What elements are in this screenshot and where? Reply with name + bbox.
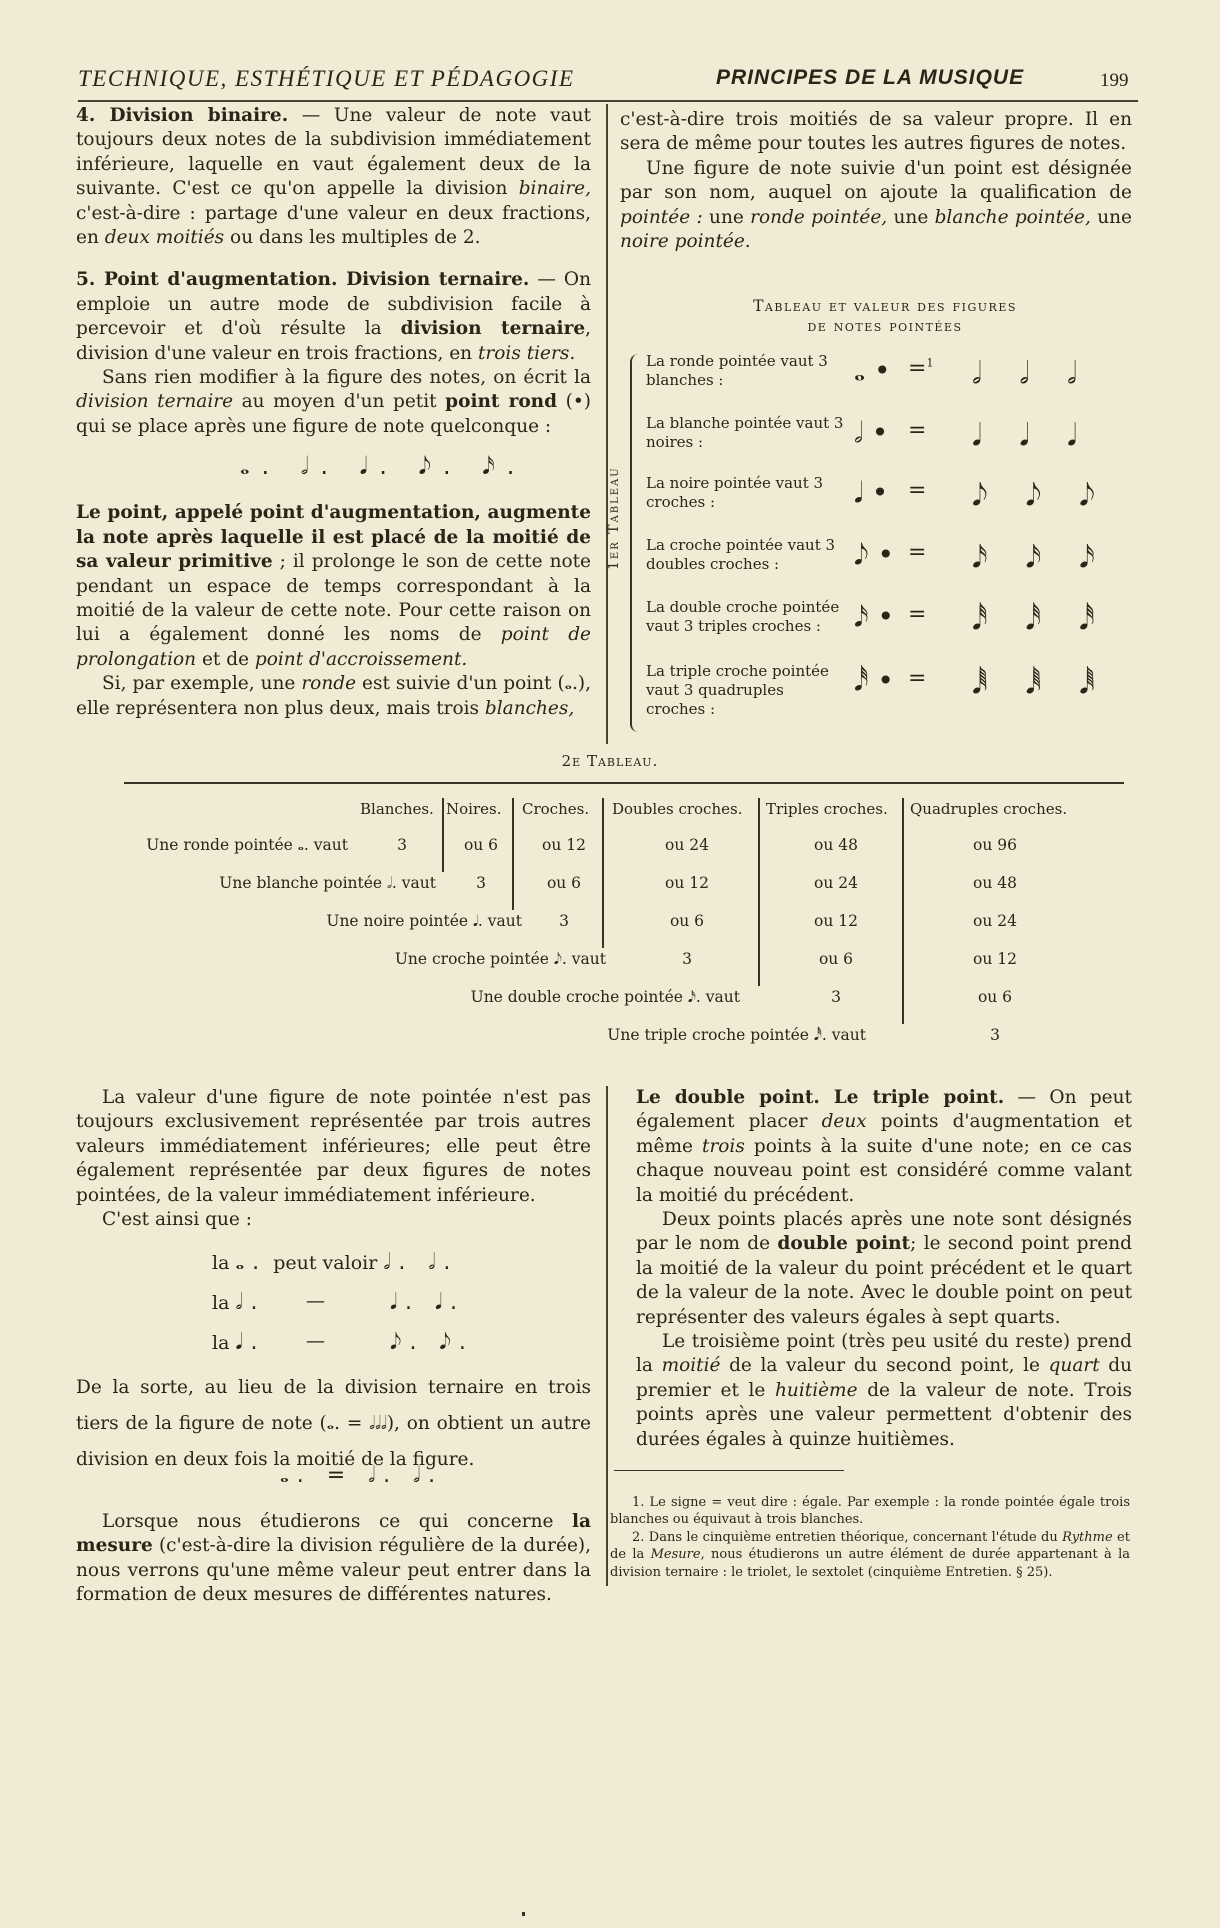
emphasis: double point <box>777 1233 911 1255</box>
example-row-3 <box>212 1330 265 1355</box>
text: Une figure de note suivie d'un point est désignée par son nom, auquel on ajoute la qualification de <box>620 157 1132 204</box>
table2-row-label: Une croche pointée 𝅘𝅥𝅮. vaut <box>394 950 606 968</box>
text: Le troisième point (très peu usité du reste) prend la <box>636 1331 1132 1377</box>
table1-title-line: de notes pointées <box>807 317 963 335</box>
dotted-notes-example: 𝅝. 𝅗𝅥. 𝅘𝅥. 𝅘𝅥𝅮. 𝅘𝅥𝅯. <box>240 452 527 480</box>
running-header-right: PRINCIPES DE LA MUSIQUE <box>716 66 1025 89</box>
example-row-2 <box>212 1290 265 1315</box>
emphasis: huitième <box>775 1379 858 1401</box>
formula-notes: 𝅝. = 𝅗𝅥. 𝅗𝅥. <box>280 1463 444 1488</box>
emphasis: division ternaire <box>400 318 586 340</box>
section-4-title: 4. Division binaire. <box>76 105 289 126</box>
table2-column-separator <box>512 798 514 910</box>
table1-brace <box>630 354 640 732</box>
footnotes <box>610 1494 1130 1581</box>
lower-left-column <box>76 1086 591 1232</box>
equals-sign: = <box>908 478 927 503</box>
text: ; le second point prend la moitié de la valeur du point précédent et le quart de la valeur de la note. Avec le double point on peut représenter des valeurs égales à sept quarts. <box>636 1233 1132 1328</box>
text: la <box>212 1332 230 1354</box>
header-rule <box>78 100 1138 102</box>
note-group-icon: 𝅘𝅥𝅯𝅘𝅥𝅯𝅘𝅥𝅯 <box>972 540 1133 575</box>
text: une <box>702 206 751 228</box>
text: 2. Dans le cinquième entretien théorique, concernant l'étude du <box>632 1529 1063 1545</box>
table2-column-separator <box>602 798 604 948</box>
note-group-icon: 𝅘𝅥𝅰𝅘𝅥𝅰𝅘𝅥𝅰 <box>972 602 1133 637</box>
section-5-paragraph <box>76 268 591 366</box>
half-notes-dotted-icon: 𝅗𝅥. 𝅗𝅥. <box>383 1250 459 1275</box>
dotted-note-icon: 𝅝 • <box>854 354 891 387</box>
text: de la valeur du second point, le <box>720 1355 1049 1377</box>
table1-row <box>646 352 1136 408</box>
dotted-note-icon: 𝅘𝅥𝅮 • <box>854 538 894 571</box>
emphasis: trois <box>702 1135 745 1157</box>
section-title: Le double point. Le triple point. <box>636 1087 1005 1108</box>
table2-row-label: Une double croche pointée 𝅘𝅥𝅯. vaut <box>470 988 740 1006</box>
text: une <box>887 206 935 228</box>
table2-cell: 3 <box>990 1026 1000 1044</box>
quarter-notes-dotted-icon: 𝅘𝅥. 𝅘𝅥. <box>390 1290 465 1315</box>
dotted-note-icon: 𝅗𝅥 • <box>854 416 889 449</box>
emphasis: point d'accroissement. <box>254 648 468 670</box>
quarter-note-dotted-icon: 𝅘𝅥. <box>235 1330 266 1355</box>
table2-cell: ou 6 <box>977 988 1013 1006</box>
dotted-note-icon: 𝅘𝅥𝅰 • <box>854 664 894 697</box>
paragraph-cest-ainsi: C'est ainsi que : <box>102 1209 252 1231</box>
table2-cell: ou 24 <box>665 836 709 854</box>
text: (c'est-à-dire la division régulière de la durée), nous verrons qu'une même valeur peut entrer dans la formation de deux mesures de différentes natures. <box>76 1535 591 1606</box>
text: c'est-à-dire : partage d'une valeur en deux fractions, en <box>76 202 591 249</box>
table2-column-header: Blanches. <box>360 800 434 818</box>
paragraph-valeur: La valeur d'une figure de note pointée n'est pas toujours exclusivement représentée par trois autres valeurs immédiatement inférieures; elle peut être également représentée par deux figures de notes pointées, de la valeur immédiatement inférieure. <box>76 1087 591 1206</box>
table2-rule <box>124 782 1124 784</box>
text: ; il prolonge le son de cette note pendant un espace de temps correspondant à la moitié de la valeur de cette note. Pour cette raison on lui a également donné les noms de <box>76 551 592 646</box>
table2-cell: ou 24 <box>973 912 1017 930</box>
paragraph-point <box>76 501 591 672</box>
text: peut valoir <box>273 1252 378 1274</box>
section-4-paragraph <box>76 104 591 250</box>
equals-sign: =$^1$ <box>908 356 934 381</box>
emphasis: Rythme <box>1062 1529 1113 1545</box>
emphasis: division ternaire <box>76 391 234 413</box>
table2-column-header: Doubles croches. <box>612 800 743 818</box>
table2-column-header: Noires. <box>446 800 502 818</box>
footnote-ref: 1 <box>926 356 934 370</box>
text: — Une valeur de note vaut toujours deux notes de la subdivision immédiatement inférieure, laquelle en vaut également deux de la suivante. C'est ce qu'on appelle la division <box>76 105 591 200</box>
emphasis: blanche pointée, <box>934 206 1091 228</box>
example-dash: — <box>306 1330 325 1352</box>
lower-left-para-4 <box>76 1510 591 1608</box>
text: — On peut également placer <box>636 1087 1132 1133</box>
paragraph-sans-rien <box>76 366 591 439</box>
text: Deux points placés après une note sont désignés par le nom de <box>636 1209 1132 1255</box>
running-header-left: TECHNIQUE, ESTHÉTIQUE ET PÉDAGOGIE <box>78 66 575 91</box>
table2-column-separator <box>442 798 444 872</box>
formula <box>280 1460 443 1488</box>
note-group-icon: 𝅘𝅥𝅘𝅥𝅘𝅥 <box>972 418 1115 453</box>
emphasis: ronde pointée, <box>750 206 888 228</box>
example-row-3-result <box>390 1330 474 1355</box>
example-row-1 <box>212 1250 458 1275</box>
table2-row-label: Une noire pointée 𝅘𝅥. vaut <box>326 912 522 930</box>
table2-column-header: Croches. <box>522 800 590 818</box>
equals-sign: = <box>908 418 927 443</box>
table1-row <box>646 474 1136 530</box>
column-divider-lower <box>606 1086 608 1586</box>
note-group-icon: 𝅘𝅥𝅱𝅘𝅥𝅱𝅘𝅥𝅱 <box>972 666 1133 701</box>
text: , division d'une valeur en trois fractions, en <box>76 318 591 364</box>
table2-row-label: Une ronde pointée 𝅝. vaut <box>146 836 348 854</box>
text: du premier et le <box>636 1355 1133 1401</box>
paragraph-deux-points <box>636 1208 1132 1330</box>
emphasis: quart <box>1048 1355 1100 1377</box>
table1-row <box>646 414 1136 470</box>
table1-row-label: La double croche pointée vaut 3 triples croches : <box>646 598 840 635</box>
table1-row-label: La noire pointée vaut 3 croches : <box>646 474 824 511</box>
table1-row-label: La ronde pointée vaut 3 blanches : <box>646 352 828 389</box>
table2-cell: ou 6 <box>818 950 854 968</box>
emphasis: point rond <box>445 391 558 413</box>
table2-cell: 3 <box>476 874 486 892</box>
text: Si, par exemple, une <box>102 673 302 695</box>
table1-side-label: 1er Tableau <box>606 466 622 570</box>
paragraph-double-point <box>636 1086 1132 1208</box>
table1-row <box>646 598 1136 654</box>
table2-cell: ou 12 <box>542 836 586 854</box>
text: — On emploie un autre mode de subdivision facile à percevoir et d'où résulte la <box>76 269 591 340</box>
table1-row <box>646 662 1136 718</box>
note-group-icon: 𝅘𝅥𝅮𝅘𝅥𝅮𝅘𝅥𝅮 <box>972 478 1133 513</box>
table2-cell: ou 24 <box>814 874 858 892</box>
text: , nous étudierons un autre élément de durée appartenant à la division ternaire : le triolet, le sextolet (cinquième Entretien. § 25). <box>610 1547 1130 1580</box>
paragraph-moities: c'est-à-dire trois moitiés de sa valeur propre. Il en sera de même pour toutes les autres figures de notes. <box>620 109 1132 155</box>
footnote-rule <box>614 1470 844 1471</box>
emphasis: ronde <box>301 673 357 695</box>
note-group-icon: 𝅗𝅥𝅗𝅥𝅗𝅥 <box>972 356 1115 391</box>
text: Lorsque nous étudierons ce qui concerne <box>102 1511 572 1532</box>
emphasis: blanches, <box>484 697 575 719</box>
paragraph-troisieme <box>636 1330 1132 1452</box>
table2-cell: 3 <box>559 912 569 930</box>
table2-cell: ou 12 <box>665 874 709 892</box>
emphasis: moitié <box>661 1355 721 1377</box>
emphasis: deux <box>821 1111 867 1133</box>
table1-row <box>646 536 1136 592</box>
table2-cell: 3 <box>682 950 692 968</box>
table2-row-label: Une blanche pointée 𝅗𝅥. vaut <box>219 874 436 892</box>
table2-row-label: Une triple croche pointée 𝅘𝅥𝅰. vaut <box>607 1026 866 1044</box>
table2-column-header: Triples croches. <box>766 800 888 818</box>
eighth-notes-dotted-icon: 𝅘𝅥𝅮. 𝅘𝅥𝅮. <box>390 1330 474 1355</box>
text: et de <box>196 648 255 670</box>
equals-sign: = <box>908 540 927 565</box>
lower-right-column <box>636 1086 1132 1452</box>
table2-column-separator <box>758 798 760 986</box>
right-column <box>620 108 1132 254</box>
table2-cell: ou 48 <box>814 836 858 854</box>
table1-row-label: La blanche pointée vaut 3 noires : <box>646 414 844 451</box>
table2-cell: ou 48 <box>973 874 1017 892</box>
table2-column-separator <box>902 798 904 1024</box>
text: est suivie d'un point (𝅝.), elle représentera non plus deux, mais trois <box>76 673 591 719</box>
table2-cell: ou 96 <box>973 836 1017 854</box>
equals-sign: = <box>908 602 927 627</box>
paragraph-si-par-exemple <box>76 672 591 721</box>
table2-cell: 3 <box>397 836 407 854</box>
emphasis: binaire, <box>518 178 591 200</box>
paragraph-de-la-sorte: De la sorte, au lieu de la division ternaire en trois tiers de la figure de note (𝅝. = 𝅗𝅥𝅗𝅥𝅗𝅥), on obtient un autre division en deux fois la moitié de la figure. <box>76 1377 591 1470</box>
half-note-dotted-icon: 𝅗𝅥. <box>235 1290 266 1315</box>
footnote-2 <box>610 1529 1130 1581</box>
text: au moyen d'un petit <box>233 391 446 413</box>
table1-title-line: Tableau et valeur des figures <box>753 297 1017 315</box>
footnote-1: 1. Le signe = veut dire : égale. Par exemple : la ronde pointée égale trois blanches ou équivaut à trois blanches. <box>610 1495 1130 1528</box>
table2-cell: ou 12 <box>973 950 1017 968</box>
emphasis: pointée : <box>620 206 703 228</box>
text: de la valeur de note. Trois points après une valeur permettent d'obtenir des durées égales à quinze huitièmes. <box>636 1379 1132 1450</box>
text: la <box>212 1292 230 1314</box>
example-dash: — <box>306 1290 325 1312</box>
whole-note-dotted-icon: 𝅝. <box>235 1250 268 1275</box>
equals-sign: = <box>908 666 927 691</box>
text: points d'augmentation et même <box>636 1111 1132 1157</box>
emphasis: noire pointée. <box>620 231 751 253</box>
table2-cell: ou 6 <box>463 836 499 854</box>
table2-cell: ou 6 <box>669 912 705 930</box>
table1-row-label: La triple croche pointée vaut 3 quadruples croches : <box>646 662 829 718</box>
table2-cell: ou 6 <box>546 874 582 892</box>
emphasis: point de prolongation <box>76 624 591 670</box>
emphasis: trois tiers. <box>477 342 576 364</box>
page-number: 199 <box>1100 70 1129 91</box>
table2-cell: 3 <box>831 988 841 1006</box>
emphasis: la mesure <box>76 1511 591 1557</box>
text: (•) qui se place après une figure de note quelconque : <box>76 391 591 437</box>
text: points à la suite d'une note; en ce cas chaque nouveau point est considéré comme valant la moitié du précédent. <box>636 1135 1132 1206</box>
emphasis: deux moitiés <box>104 227 225 249</box>
text: ou dans les multiples de 2. <box>224 227 481 249</box>
bold-statement: Le point, appelé point d'augmentation, augmente la note après laquelle il est placé de la moitié de sa valeur primitive <box>76 502 591 573</box>
table2-cell: ou 12 <box>814 912 858 930</box>
text: et de la <box>610 1529 1130 1563</box>
example-row-2-result <box>390 1290 465 1315</box>
table2-title: 2e Tableau. <box>561 752 659 770</box>
left-column <box>76 104 591 721</box>
text: la <box>212 1252 230 1274</box>
table1-row-label: La croche pointée vaut 3 doubles croches : <box>646 536 836 573</box>
text: une <box>1090 206 1132 228</box>
page-mark <box>522 1912 525 1916</box>
text: Sans rien modifier à la figure des notes, on écrit la <box>102 367 591 389</box>
section-5-title: 5. Point d'augmentation. Division ternaire. <box>76 269 530 291</box>
table2-column-header: Quadruples croches. <box>910 800 1068 818</box>
table1-title <box>640 296 1130 336</box>
dotted-note-icon: 𝅘𝅥𝅯 • <box>854 600 894 633</box>
paragraph-pointee <box>620 157 1132 255</box>
column-divider <box>606 104 608 744</box>
dotted-note-icon: 𝅘𝅥 • <box>854 476 889 509</box>
paragraph-lorsque <box>76 1510 591 1608</box>
emphasis: Mesure <box>650 1547 701 1563</box>
